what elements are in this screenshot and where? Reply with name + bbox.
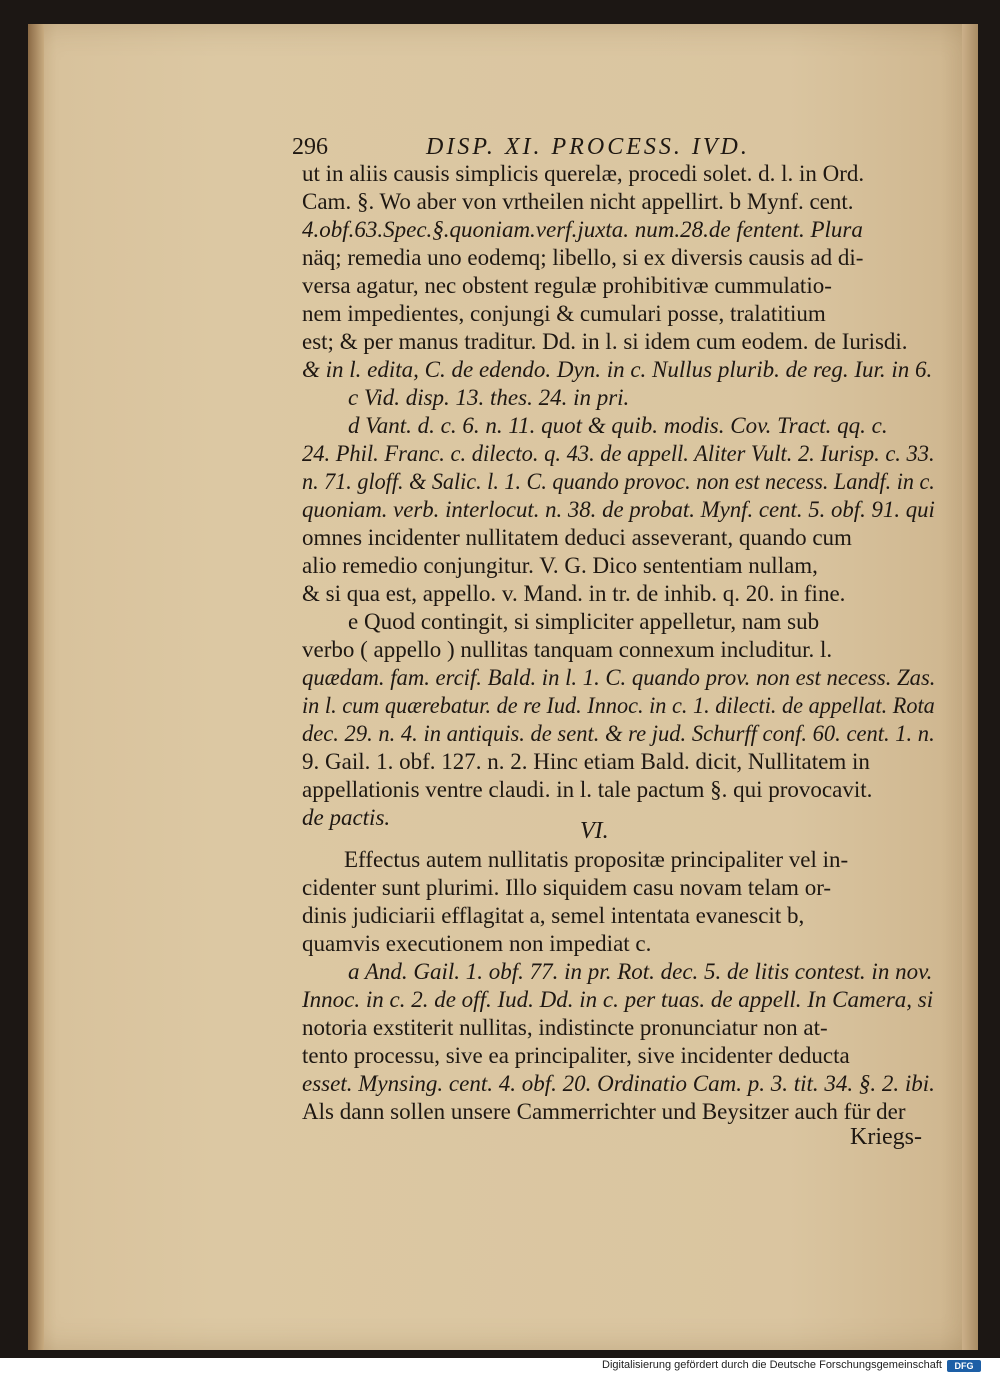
text-line: in l. cum quærebatur. de re Iud. Innoc. in c. 1. dilecti. de appellat. Rota <box>302 693 935 718</box>
text-line: est; & per manus traditur. Dd. in l. si idem cum eodem. de Iurisdi. <box>302 329 908 354</box>
text-line: dec. 29. n. 4. in antiquis. de sent. & re jud. Schurff conf. 60. cent. 1. n. <box>302 721 935 746</box>
footnote-d: d Vant. d. c. 6. n. 11. quot & quib. modis. Cov. Tract. qq. c. <box>348 413 888 438</box>
text-line: appellationis ventre claudi. in l. tale pactum §. qui provocavit. <box>302 777 873 802</box>
text-line: quoniam. verb. interlocut. n. 38. de probat. Mynf. cent. 5. obf. 91. qui <box>302 497 935 522</box>
text-line: dinis judiciarii efflagitat a, semel intentata evanescit b, <box>302 903 805 928</box>
page-gutter-shadow <box>28 24 44 1350</box>
text-line: nem impedientes, conjungi & cumulari posse, tralatitium <box>302 301 826 326</box>
text-line: n. 71. gloff. & Salic. l. 1. C. quando provoc. non est necess. Landf. in c. <box>302 469 935 494</box>
dfg-logo-icon: DFG <box>947 1360 981 1372</box>
text-line: Effectus autem nullitatis propositæ principaliter vel in- <box>344 847 849 872</box>
text-line: omnes incidenter nullitatem deduci asseverant, quando cum <box>302 525 852 550</box>
text-line: Innoc. in c. 2. de off. Iud. Dd. in c. per tuas. de appell. In Camera, si <box>302 987 934 1012</box>
running-head: DISP. XI. PROCESS. IVD. <box>426 134 750 160</box>
section-heading: VI. <box>580 818 609 844</box>
text-line: Als dann sollen unsere Cammerrichter und Beysitzer auch für der <box>302 1099 906 1124</box>
page-number: 296 <box>292 134 328 160</box>
text-line: quædam. fam. ercif. Bald. in l. 1. C. quando prov. non est necess. Zas. <box>302 665 936 690</box>
text-line: 4.obf.63.Spec.§.quoniam.verf.juxta. num.28.de fentent. Plura <box>302 217 863 242</box>
text-line: 9. Gail. 1. obf. 127. n. 2. Hinc etiam Bald. dicit, Nullitatem in <box>302 749 870 774</box>
text-line: cidenter sunt plurimi. Illo siquidem casu novam telam or- <box>302 875 832 900</box>
text-line: alio remedio conjungitur. V. G. Dico sententiam nullam, <box>302 553 818 578</box>
text-line: & in l. edita, C. de edendo. Dyn. in c. Nullus plurib. de reg. Iur. in 6. <box>302 357 933 382</box>
page-edge-shadow <box>962 24 978 1350</box>
catchword: Kriegs- <box>850 1124 922 1150</box>
footnote-c: c Vid. disp. 13. thes. 24. in pri. <box>348 385 630 410</box>
text-line: versa agatur, nec obstent regulæ prohibitivæ cummulatio- <box>302 273 832 298</box>
text-line: verbo ( appello ) nullitas tanquam connexum includitur. l. <box>302 637 833 662</box>
text-line: ut in aliis causis simplicis querelæ, procedi solet. d. l. in Ord. <box>302 161 865 186</box>
footnote-a: a And. Gail. 1. obf. 77. in pr. Rot. dec. 5. de litis contest. in nov. <box>348 959 933 984</box>
footnote-e: e Quod contingit, si simpliciter appelletur, nam sub <box>348 609 820 634</box>
text-line: & si qua est, appello. v. Mand. in tr. de inhib. q. 20. in fine. <box>302 581 846 606</box>
text-line: 24. Phil. Franc. c. dilecto. q. 43. de appell. Aliter Vult. 2. Iurisp. c. 33. <box>302 441 935 466</box>
text-line: notoria exstiterit nullitas, indistincte pronunciatur non at- <box>302 1015 828 1040</box>
text-line: quamvis executionem non impediat c. <box>302 931 652 956</box>
text-line: näq; remedia uno eodemq; libello, si ex diversis causis ad di- <box>302 245 864 270</box>
footer-credit: Digitalisierung gefördert durch die Deutsche Forschungsgemeinschaft <box>602 1359 942 1371</box>
text-line: esset. Mynsing. cent. 4. obf. 20. Ordinatio Cam. p. 3. tit. 34. §. 2. ibi. <box>302 1071 935 1096</box>
text-line: Cam. §. Wo aber von vrtheilen nicht appellirt. b Mynf. cent. <box>302 189 854 214</box>
text-line: tento processu, sive ea principaliter, sive incidenter deducta <box>302 1043 850 1068</box>
text-line: de pactis. <box>302 805 391 830</box>
